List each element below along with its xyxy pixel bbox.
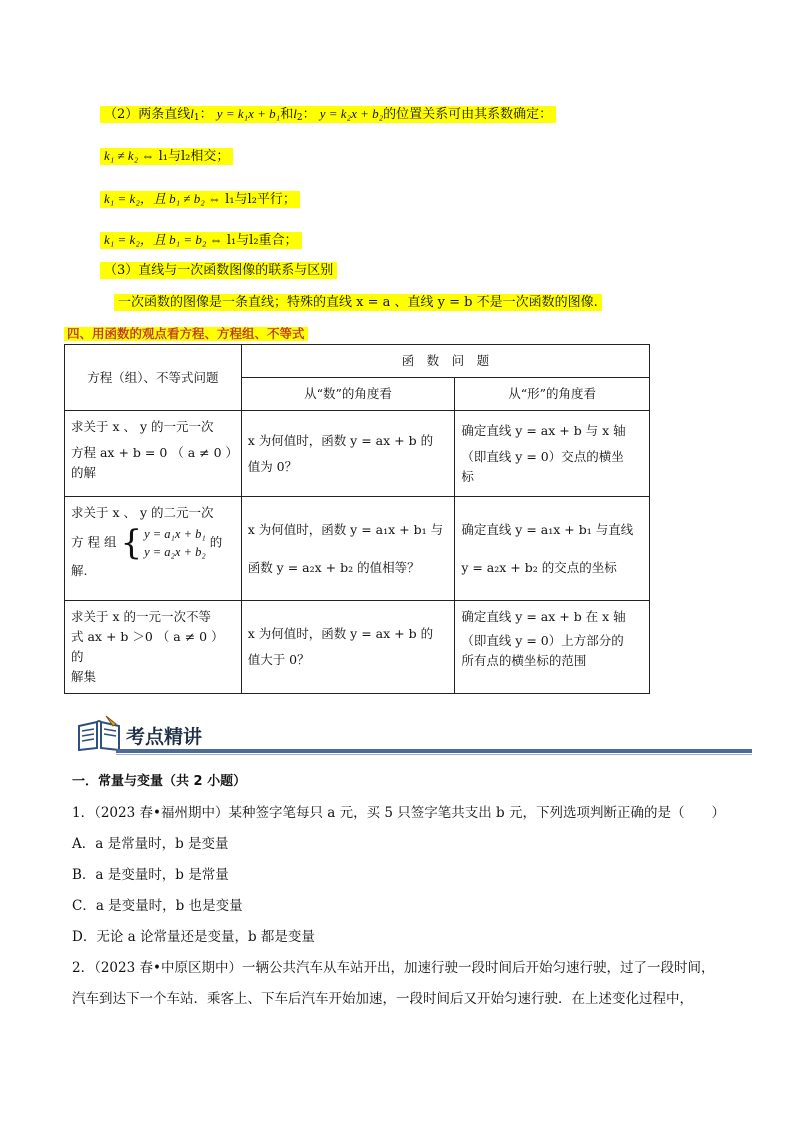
table-row (65, 497, 650, 601)
shape-view-line: 标 (461, 468, 474, 484)
problem-line: 方程 ax + b = 0 （ a ≠ 0 ） (71, 445, 239, 460)
question-1-option-b[interactable]: B．a 是变量时，b 是常量 (72, 867, 229, 883)
parallel-result: l₁与l₂平行； (225, 192, 296, 207)
number-view-cell (241, 497, 455, 601)
number-view-line: 值大于 0？ (247, 652, 310, 667)
problem-line: 解. (71, 563, 88, 578)
line2-equation: y = k₂x + b₂ (319, 106, 384, 121)
table-header-row (65, 345, 650, 378)
shape-view-cell (455, 601, 650, 694)
equation-system (120, 525, 205, 561)
shape-view-line: （即直线 y = 0）上方部分的 (461, 633, 624, 648)
shape-view-cell (455, 411, 650, 497)
header-shape-view: 从“形”的角度看 (455, 378, 650, 411)
problem-cell (65, 497, 242, 601)
table-row (65, 601, 650, 694)
shape-view-line: （即直线 y = 0）交点的横坐 (461, 448, 624, 464)
problem-line: 式 ax + b ＞0 （ a ≠ 0 ）的 (71, 629, 224, 664)
problem-line: 的解 (71, 465, 97, 480)
problem-line: 求关于 x 、 y 的二元一次 (71, 505, 214, 520)
problem-line: 求关于 x 的一元一次不等 (71, 609, 211, 624)
problem-cell (65, 411, 242, 497)
section-four-heading-text: 四、用函数的观点看方程、方程组、不等式 (64, 327, 308, 341)
coincide-condition: k₁ = k₂，且 b₁ = b₂ ⇔ (104, 232, 223, 247)
shape-view-line: 确定直线 y = ax + b 在 x 轴 (461, 609, 626, 624)
table-row (65, 411, 650, 497)
relation-parallel (100, 189, 300, 210)
parallel-condition: k₁ = k₂，且 b₁ ≠ b₂ ⇔ (104, 191, 222, 206)
relation-intersect (100, 146, 233, 167)
system-line (71, 525, 235, 561)
open-book-icon (76, 714, 122, 754)
system-suffix: 的 (209, 534, 223, 550)
question-1-option-a[interactable]: A．a 是常量时，b 是变量 (72, 836, 229, 852)
number-view-cell (241, 601, 455, 694)
system-label: 方 程 组 (71, 534, 117, 550)
linear-function-heading (100, 261, 337, 281)
section-four-heading (64, 324, 308, 345)
linear-function-heading-text: （3）直线与一次函数图像的联系与区别 (100, 262, 337, 279)
shape-view-line: 确定直线 y = ax + b 与 x 轴 (461, 422, 626, 438)
key-points-banner (76, 712, 752, 758)
shape-view-cell (455, 497, 650, 601)
and-word: 和 (280, 107, 294, 122)
function-viewpoint-table (64, 344, 650, 694)
question-2-line-1: 2．（2023 春•中原区期中）一辆公共汽车从车站开出，加速行驶一段时间后开始匀速行驶，过了一段时间， (72, 960, 715, 976)
linear-function-body (114, 293, 602, 313)
shape-view-line: 所有点的横坐标的范围 (461, 653, 587, 668)
intersect-condition: k₁ ≠ k₂ ⇔ (104, 148, 155, 163)
problem-cell (65, 601, 242, 694)
system-equation-2: y = a₂x + b₂ (144, 545, 206, 559)
banner-title: 考点精讲 (126, 726, 203, 748)
number-view-line: 函数 y = a₂x + b₂ 的值相等？ (247, 559, 420, 575)
number-view-line: x 为何值时，函数 y = ax + b 的 (247, 626, 434, 641)
colon: ： (199, 107, 213, 122)
question-1-option-c[interactable]: C．a 是变量时，b 也是变量 (72, 898, 243, 914)
header-function-problem: 函 数 问 题 (241, 345, 649, 378)
left-brace-icon: { (120, 523, 143, 563)
relation-intro-text: （2）两条直线 (104, 107, 191, 122)
problem-line: 解集 (71, 669, 97, 684)
part-one-heading: 一．常量与变量（共 2 小题） (72, 774, 247, 789)
linear-function-body-text: 一次函数的图像是一条直线；特殊的直线 x = a 、直线 y = b 不是一次函数的图像. (114, 294, 602, 311)
header-problem: 方程（组）、不等式问题 (65, 345, 242, 411)
line1-equation: y = k₁x + b₁ (216, 106, 281, 121)
banner-rule-thin (116, 754, 752, 755)
relation-intro-tail: 的位置关系可由其系数确定： (383, 107, 553, 122)
coincide-result: l₁与l₂重合； (226, 233, 298, 248)
problem-line: 求关于 x 、 y 的一元一次 (71, 419, 214, 434)
banner-rule (116, 749, 752, 753)
number-view-line: 值为 0？ (247, 458, 298, 474)
header-number-view: 从“数”的角度看 (241, 378, 455, 411)
relation-intro-line: （2）两条直线$l_1$： y = k₁x + b₁和$l_2$： y = k₂x + b₂的位置关系可由其系数确定： (100, 104, 556, 128)
question-1-option-d[interactable]: D．无论 a 论常量还是变量，b 都是变量 (72, 929, 315, 945)
relation-coincide (100, 230, 302, 251)
number-view-cell (241, 411, 455, 497)
shape-view-line: 确定直线 y = a₁x + b₁ 与直线 (461, 521, 634, 537)
number-view-line: x 为何值时，函数 y = a₁x + b₁ 与 (247, 521, 444, 537)
number-view-line: x 为何值时，函数 y = ax + b 的 (247, 432, 434, 448)
system-equation-1: y = a₁x + b₁ (144, 527, 206, 541)
question-2-line-2: 汽车到达下一个车站．乘客上、下车后汽车开始加速，一段时间后又开始匀速行驶．在上述变化过程中， (72, 991, 693, 1007)
colon: ： (302, 107, 316, 122)
intersect-result: l₁与l₂相交； (158, 149, 230, 164)
shape-view-line: y = a₂x + b₂ 的交点的坐标 (461, 559, 617, 575)
question-1-stem: 1．（2023 春•福州期中）某种签字笔每只 a 元，买 5 只签字笔共支出 b 元，下列选项判断正确的是（ ） (72, 805, 725, 821)
